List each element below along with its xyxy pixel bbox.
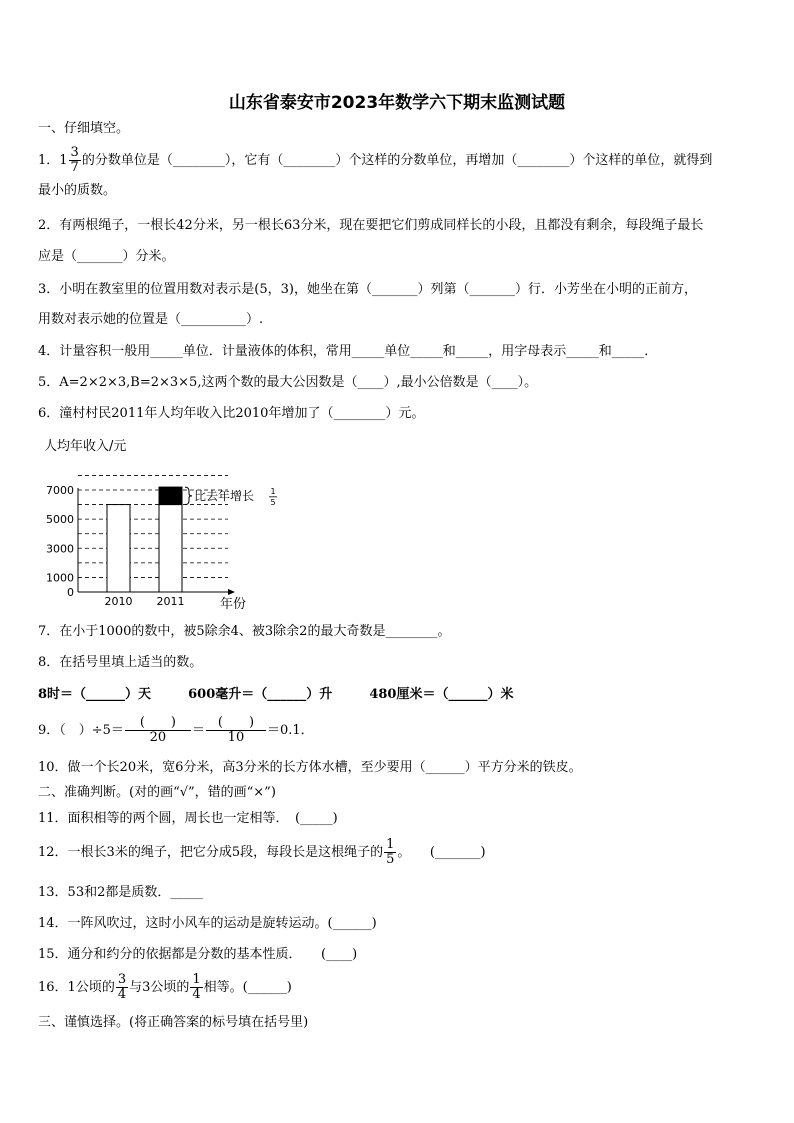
question-11: 11．面积相等的两个圆，周长也一定相等． (_____) [38, 811, 338, 826]
chart-y-tick-label: 7000 [46, 484, 74, 497]
q16-numerator-2: 1 [192, 972, 201, 987]
question-16 [38, 971, 292, 1005]
question-13: 13．53和2都是质数．_____ [38, 885, 203, 900]
q9-numerator-2: ( ) [206, 716, 266, 731]
q12-denominator: 5 [386, 852, 395, 867]
chart-y-tick-label: 3000 [46, 542, 74, 556]
q9-denominator-2: 10 [227, 730, 245, 745]
chart-annotation-numerator: 1 [270, 486, 276, 496]
q1-text: 的分数单位是（________），它有（________）个这样的分数单位，再增加（________）个这样的单位，就得到 [81, 153, 713, 168]
page-title: 山东省泰安市2023年数学六下期末监测试题 [228, 93, 566, 113]
chart-annotation-denominator: 5 [270, 497, 276, 507]
question-2-line2: 应是（_______）分米。 [38, 249, 175, 264]
q9-suffix: ＝0.1． [266, 723, 314, 738]
question-1-line2: 最小的质数。 [38, 183, 117, 198]
question-1 [38, 146, 712, 175]
chart-category-label: 2011 [156, 595, 185, 608]
chart-annotation-text: 比去年增长 [194, 488, 255, 503]
q8-item-b: 600毫升＝（______）升 [188, 687, 333, 702]
question-5: 5．A=2×2×3,B=2×3×5,这两个数的最大公因数是（____）,最小公倍数是（____）。 [38, 375, 538, 390]
section-2-heading: 二、准确判断。(对的画“√”，错的画“×”) [38, 785, 276, 800]
q16-numerator-1: 3 [117, 972, 127, 987]
q1-numerator: 3 [70, 145, 79, 160]
q9-fraction-2 [206, 716, 266, 745]
q16-fraction-1 [116, 973, 128, 1002]
q9-fraction-1 [125, 716, 191, 745]
q1-prefix: 1．1 [38, 153, 68, 168]
q9-equals: ＝ [191, 723, 205, 738]
chart-y-tick-label: 5000 [46, 513, 74, 527]
question-2-line1: 2．有两根绳子，一根长42分米，另一根长63分米，现在要把它们剪成同样长的小段，且都没有剩余，每段绳子最长 [38, 218, 704, 233]
question-4: 4．计量容积一般用_____单位．计量液体的体积，常用_____单位_____和_____，用字母表示_____和_____． [38, 344, 658, 359]
question-8-items [38, 687, 513, 703]
chart-category-label: 2010 [104, 595, 133, 608]
question-7: 7．在小于1000的数中，被5除余4、被3除余2的最大奇数是________。 [38, 624, 451, 639]
q16-answer-blank: 相等。(______) [203, 980, 292, 995]
q9-denominator-1: 20 [149, 730, 167, 745]
q16-denominator-2: 4 [192, 987, 201, 1002]
q16-text-2: 与3公顷的 [129, 980, 190, 995]
chart-y-tick-label: 1000 [46, 571, 74, 585]
question-15: 15．通分和约分的依据都是分数的基本性质． (____) [38, 947, 358, 962]
chart-x-axis-arrow [228, 589, 235, 595]
chart-x-axis-label: 年份 [220, 597, 247, 612]
chart-bar-2011-increase [159, 487, 182, 504]
chart-bar-2010 [107, 505, 130, 592]
question-14: 14．一阵风吹过，这时小风车的运动是旋转运动。(______) [38, 916, 377, 931]
q1-fraction [69, 146, 81, 175]
q8-item-c: 480厘米＝（______）米 [369, 687, 514, 702]
q16-text-1: 16．1公顷的 [38, 980, 115, 995]
chart-y-axis-label: 人均年收入/元 [44, 439, 127, 454]
question-12 [38, 836, 486, 870]
question-9 [38, 714, 314, 748]
question-3-line2: 用数对表示她的位置是（__________）. [38, 312, 264, 327]
q9-numerator-1: ( ) [125, 716, 191, 731]
question-6: 6．潼村村民2011年人均年收入比2010年增加了（________）元。 [38, 406, 425, 421]
chart-bar-2011-base [159, 505, 182, 592]
q8-item-a: 8时＝（______）天 [38, 687, 152, 702]
section-3-heading: 三、谨慎选择。(将正确答案的标号填在括号里) [38, 1015, 309, 1030]
chart-y-tick-label: 0 [67, 586, 74, 599]
q1-denominator: 7 [70, 160, 79, 175]
q16-fraction-2 [190, 973, 202, 1002]
q12-answer-blank: 。 (_______) [397, 845, 486, 860]
q12-numerator: 1 [386, 837, 395, 852]
q9-prefix: 9．（ ）÷5＝ [38, 723, 124, 738]
question-3-line1: 3．小明在教室里的位置用数对表示是(5，3)，她坐在第（_______）列第（_______）行．小芳坐在小明的正前方， [38, 282, 697, 297]
q12-fraction [384, 838, 396, 867]
question-10: 10．做一个长20米，宽6分米，高3分米的长方体水槽，至少要用（______）平方分米的铁皮。 [38, 760, 582, 775]
section-1-heading: 一、仔细填空。 [38, 121, 130, 136]
q12-text: 12．一根长3米的绳子，把它分成5段，每段长是这根绳子的 [38, 845, 384, 860]
question-8: 8．在括号里填上适当的数。 [38, 655, 203, 670]
income-bar-chart [30, 432, 290, 614]
q16-denominator-1: 4 [117, 987, 127, 1002]
